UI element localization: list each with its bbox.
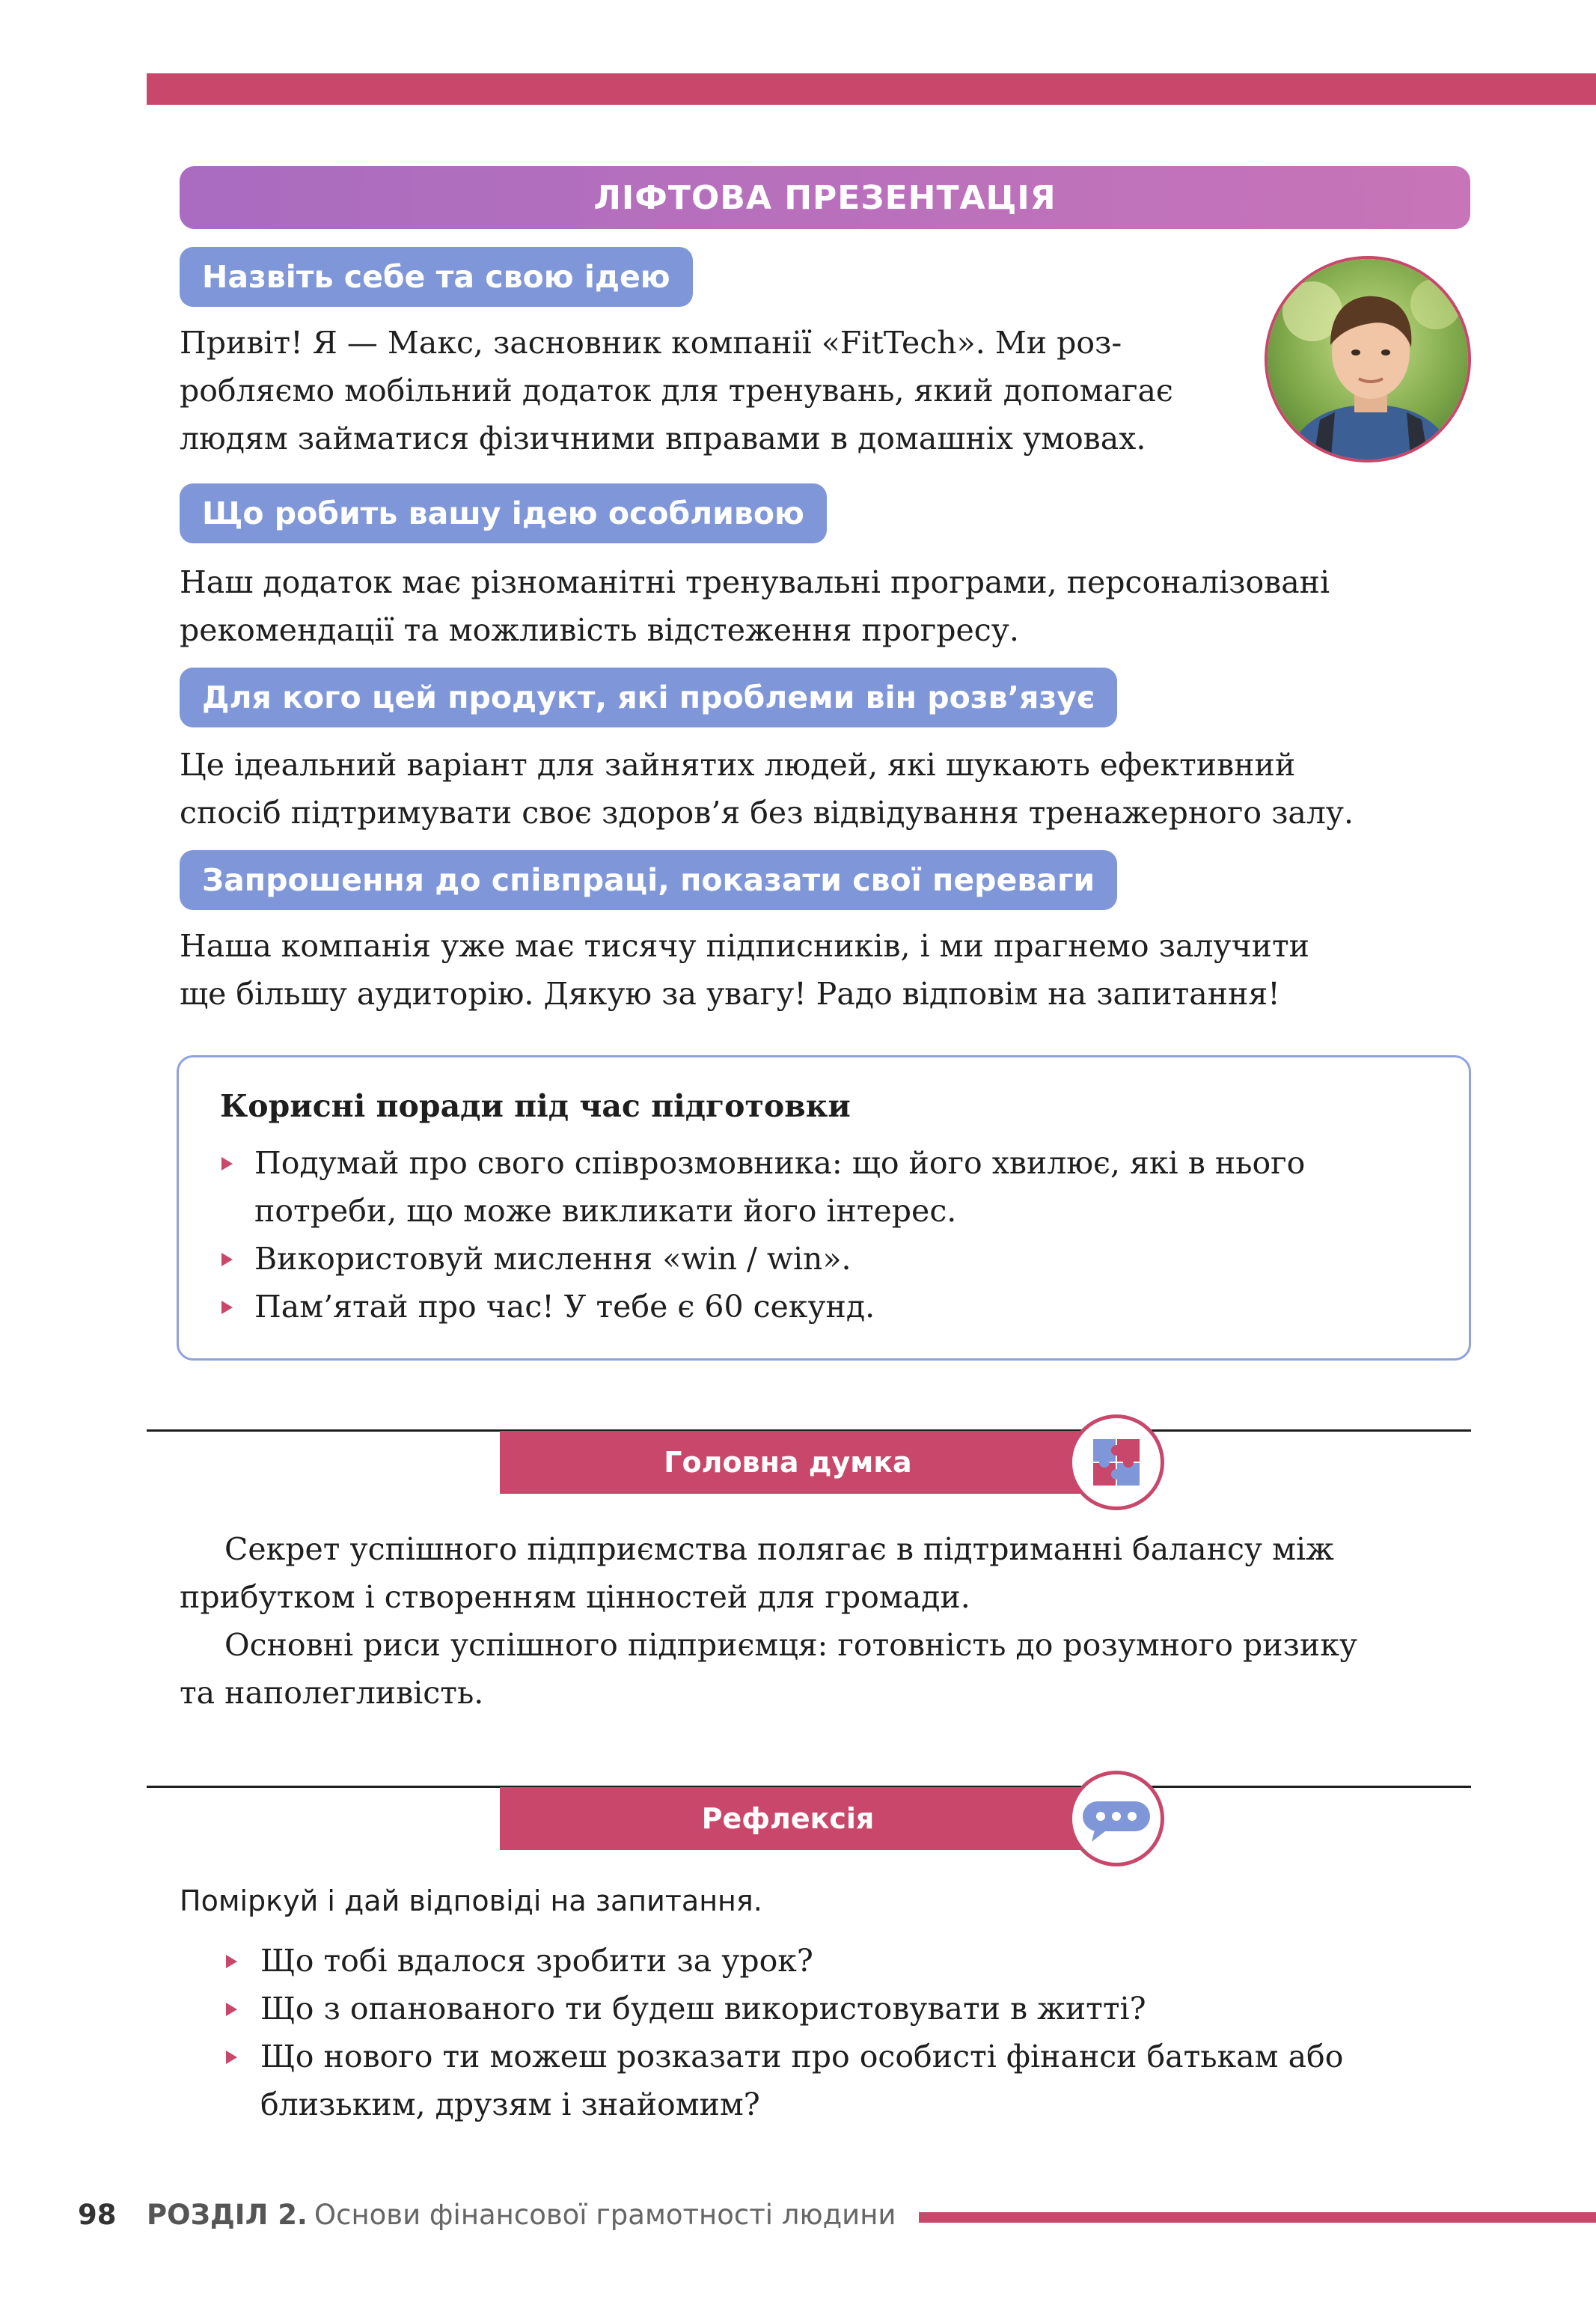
bullet-icon [221, 1253, 233, 1266]
pitch-paragraph-3 [180, 741, 1354, 837]
footer-accent-line [919, 2212, 1596, 2223]
reflection-instruction: Поміркуй і дай відповіді на запитання. [180, 1884, 762, 1917]
reflection-question: Що нового ти можеш розказати про особисті фінанси батькам або [260, 2039, 1344, 2075]
main-idea-line: Основні риси успішного підприємця: готовність до розумного ризику [224, 1627, 1357, 1663]
tip-item: Використовуй мислення «win / win». [254, 1241, 851, 1277]
elevator-pitch-banner: ЛІФТОВА ПРЕЗЕНТАЦІЯ [180, 166, 1470, 229]
text-line: Наша компанія уже має тисячу підписників, і ми прагнемо залучити [180, 928, 1310, 964]
text-line: Привіт! Я — Макс, засновник компанії «FitTech». Ми роз- [180, 325, 1122, 361]
text-line: Наш додаток має різноманітні тренувальні програми, персоналізовані [180, 564, 1330, 600]
text-line: людям займатися фізичними вправами в домашніх умовах. [180, 421, 1146, 457]
tip-item: Пам’ятай про час! У тебе є 60 секунд. [254, 1289, 875, 1325]
pitch-paragraph-2 [180, 558, 1330, 654]
pitch-heading-4: Запрошення до співпраці, показати свої переваги [180, 850, 1117, 910]
text-line: рекомендації та можливість відстеження прогресу. [180, 612, 1019, 648]
footer-section: РОЗДІЛ 2. [147, 2199, 308, 2231]
bullet-icon [226, 2003, 237, 2016]
text-line: Це ідеальний варіант для зайнятих людей, які шукають ефективний [180, 747, 1296, 783]
avatar-photo [1265, 256, 1471, 462]
pitch-heading-2: Що робить вашу ідею особливою [180, 483, 827, 543]
tips-title: Корисні поради під час підготовки [220, 1088, 851, 1124]
pitch-paragraph-4 [180, 922, 1309, 1018]
bullet-icon [221, 1157, 233, 1170]
tip-item-continuation: потреби, що може викликати його інтерес. [254, 1193, 957, 1229]
bullet-icon [221, 1301, 233, 1314]
puzzle-icon [1068, 1414, 1164, 1510]
tip-item: Подумай про свого співрозмовника: що його хвилює, які в нього [254, 1145, 1306, 1181]
bullet-icon [226, 1955, 237, 1968]
pitch-heading-1: Назвіть себе та свою ідею [180, 247, 693, 307]
main-idea-line: та наполегливість. [180, 1675, 484, 1711]
text-line: спосіб підтримувати своє здоров’я без відвідування тренажерного залу. [180, 795, 1354, 831]
top-accent-bar [147, 73, 1596, 105]
main-idea-header: Головна думка [500, 1431, 1121, 1494]
main-idea-line: Секрет успішного підприємства полягає в підтриманні балансу між [224, 1531, 1334, 1567]
main-idea-line: прибутком і створенням цінностей для громади. [180, 1579, 970, 1615]
text-line: ще більшу аудиторію. Дякую за увагу! Радо відповім на запитання! [180, 976, 1280, 1012]
bullet-icon [226, 2051, 237, 2064]
footer-title: Основи фінансової грамотності людини [314, 2199, 896, 2231]
text-line: робляємо мобільний додаток для тренувань, який допомагає [180, 373, 1173, 409]
reflection-question-continuation: близьким, друзям і знайомим? [260, 2086, 760, 2122]
reflection-header: Рефлексія [500, 1787, 1121, 1850]
reflection-question: Що з опанованого ти будеш використовувати в житті? [260, 1991, 1146, 2027]
reflection-question: Що тобі вдалося зробити за урок? [260, 1943, 813, 1979]
pitch-heading-3: Для кого цей продукт, які проблеми він розв’язує [180, 668, 1117, 727]
speech-bubble-icon [1068, 1771, 1164, 1866]
page-number: 98 [78, 2199, 117, 2231]
boy-portrait-icon [1268, 259, 1471, 462]
pitch-paragraph-1 [180, 319, 1173, 462]
